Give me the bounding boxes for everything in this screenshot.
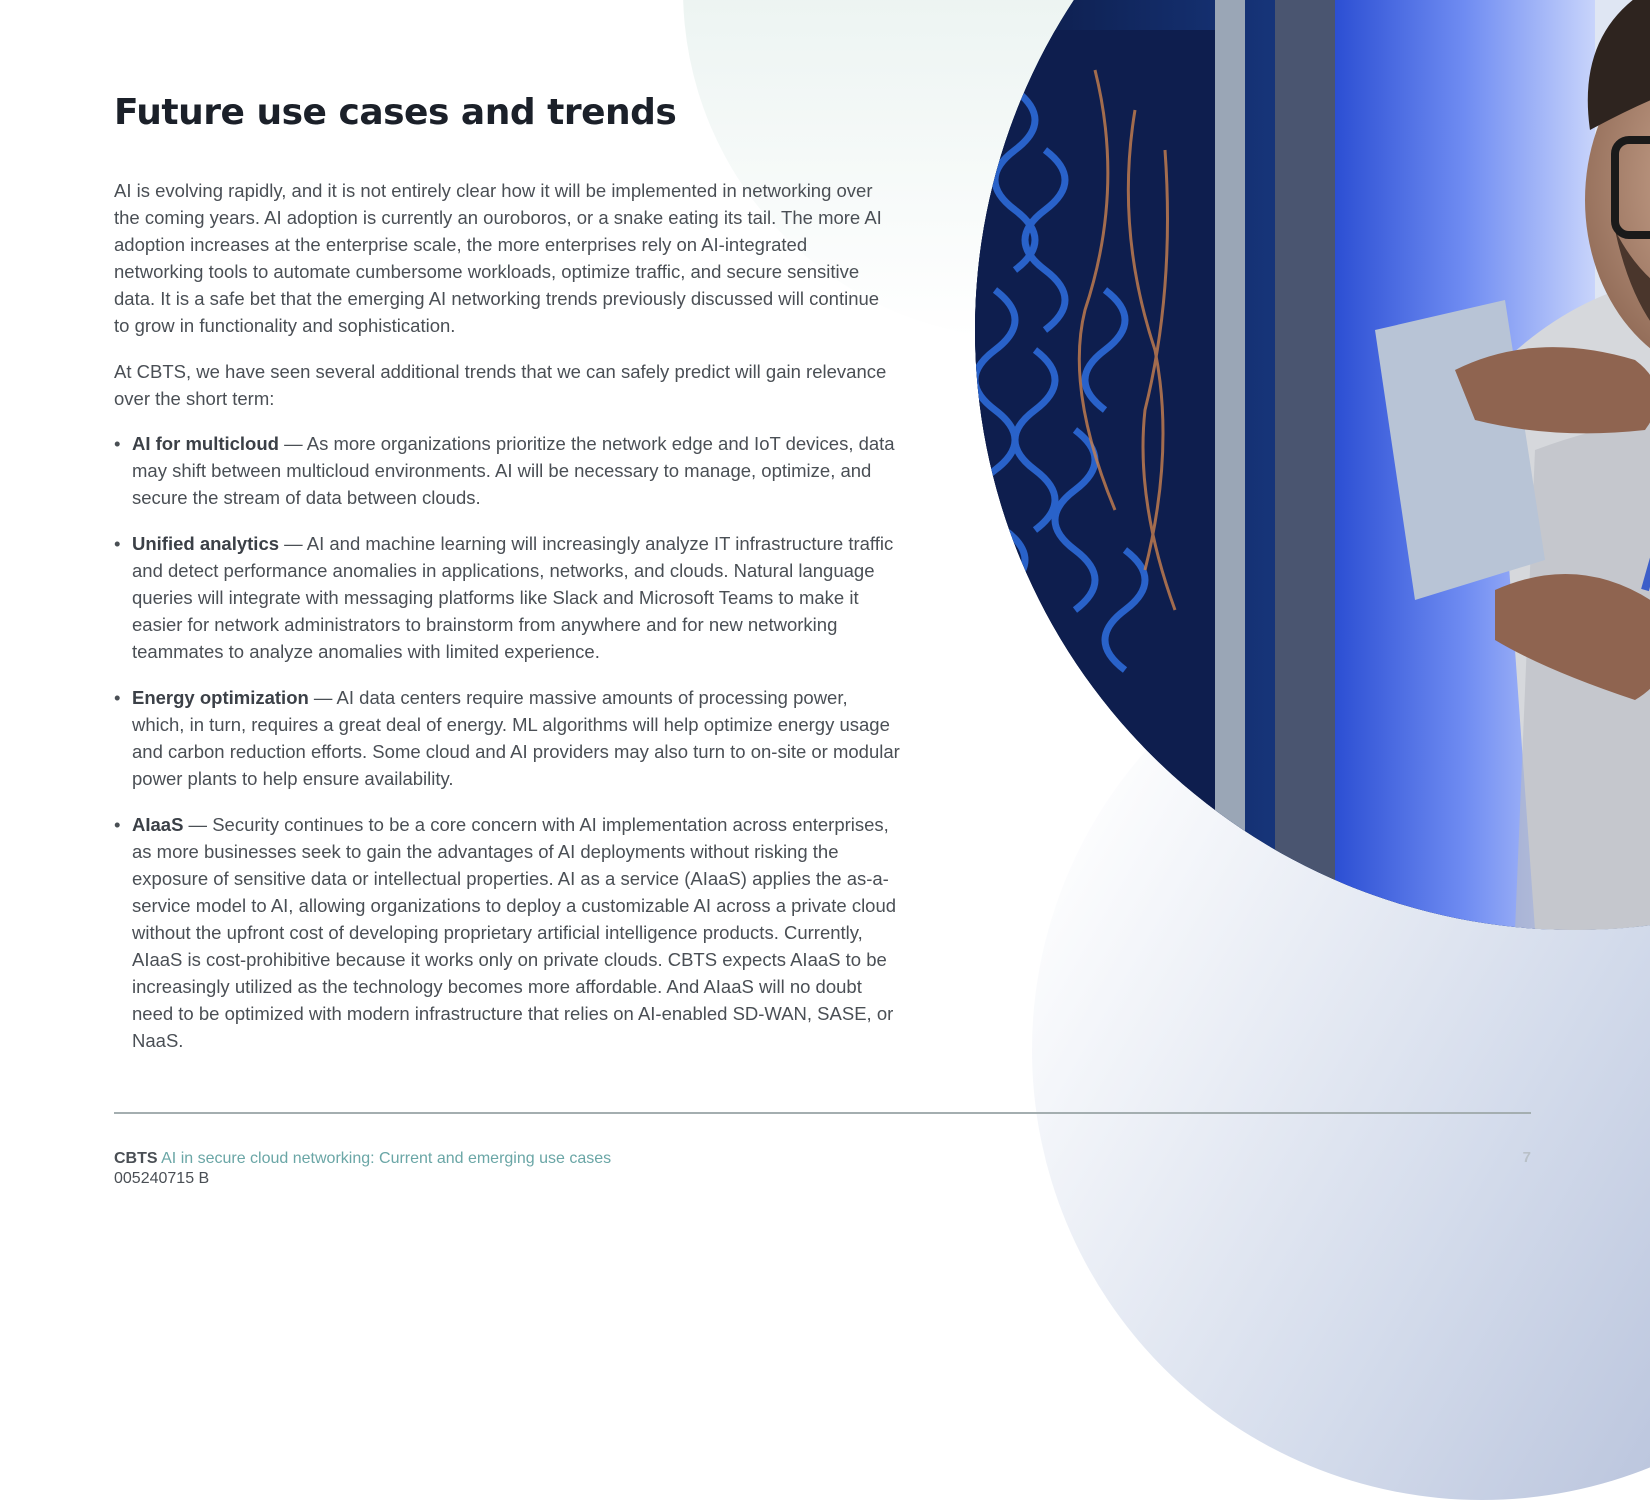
- bullet-marker: •: [114, 814, 121, 835]
- bullet-term: AIaaS: [132, 814, 184, 835]
- bullet-marker: •: [114, 687, 121, 708]
- bullet-text: — AI and machine learning will increasingly analyze IT infrastructure traffic and detect performance anomalies in applications, networks, and clouds. Natural language queries will integrate with messaging platforms like Slack and Microsoft Teams to make it easier for network administrators to brainstorm from anywhere and for new networking teammates to analyze anomalies with limited experience.: [132, 533, 894, 662]
- page-title: Future use cases and trends: [114, 92, 677, 133]
- bullet-marker: •: [114, 433, 121, 454]
- list-item: [114, 684, 904, 792]
- list-item: [114, 811, 904, 1054]
- list-item: [114, 530, 904, 665]
- bullet-text: — Security continues to be a core concern with AI implementation across enterprises, as more businesses seek to gain the advantages of AI deployments without risking the exposure of sensitive data or intellectual properties. AI as a service (AIaaS) applies the as-a-service model to AI, allowing organizations to deploy a customizable AI across a private cloud without the upfront cost of developing proprietary artificial intelligence products. Currently, AIaaS is cost-prohibitive because it works only on private clouds. CBTS expects AIaaS to be increasingly utilized as the technology becomes more affordable. And AIaaS will no doubt need to be optimized with modern infrastructure that relies on AI-enabled SD-WAN, SASE, or NaaS.: [132, 814, 897, 1051]
- footer-document-title: AI in secure cloud networking: Current and emerging use cases: [157, 1150, 612, 1167]
- footer-document-code: 005240715 B: [114, 1170, 210, 1187]
- bullet-text: — AI data centers require massive amounts of processing power, which, in turn, requires a great deal of energy. ML algorithms will help optimize energy usage and carbon reduction efforts. Some cloud and AI providers may also turn to on-site or modular power plants to help ensure availability.: [132, 687, 900, 789]
- footer-heading: [114, 1149, 611, 1169]
- list-item: [114, 430, 904, 511]
- bullet-text: — As more organizations prioritize the network edge and IoT devices, data may shift between multicloud environments. AI will be necessary to manage, optimize, and secure the stream of data between clouds.: [132, 433, 895, 508]
- trends-intro-paragraph: At CBTS, we have seen several additional trends that we can safely predict will gain relevance over the short term:: [114, 361, 887, 409]
- technician-photo-illustration: [975, 0, 1650, 930]
- bullet-term: AI for multicloud: [132, 433, 279, 454]
- page-number: 7: [1522, 1149, 1531, 1166]
- footer-divider: [114, 1112, 1531, 1114]
- footer-brand: CBTS: [114, 1150, 158, 1167]
- bullet-term: Energy optimization: [132, 687, 309, 708]
- bullet-term: Unified analytics: [132, 533, 280, 554]
- technician-photo: [975, 0, 1650, 930]
- bullet-marker: •: [114, 533, 121, 554]
- trends-list: [114, 430, 904, 1073]
- intro-paragraph: AI is evolving rapidly, and it is not entirely clear how it will be implemented in networking over the coming years. AI adoption is currently an ouroboros, or a snake eating its tail. The more AI adoption increases at the enterprise scale, the more enterprises rely on AI-integrated networking tools to automate cumbersome workloads, optimize traffic, and secure sensitive data. It is a safe bet that the emerging AI networking trends previously discussed will continue to grow in functionality and sophistication.: [114, 180, 882, 336]
